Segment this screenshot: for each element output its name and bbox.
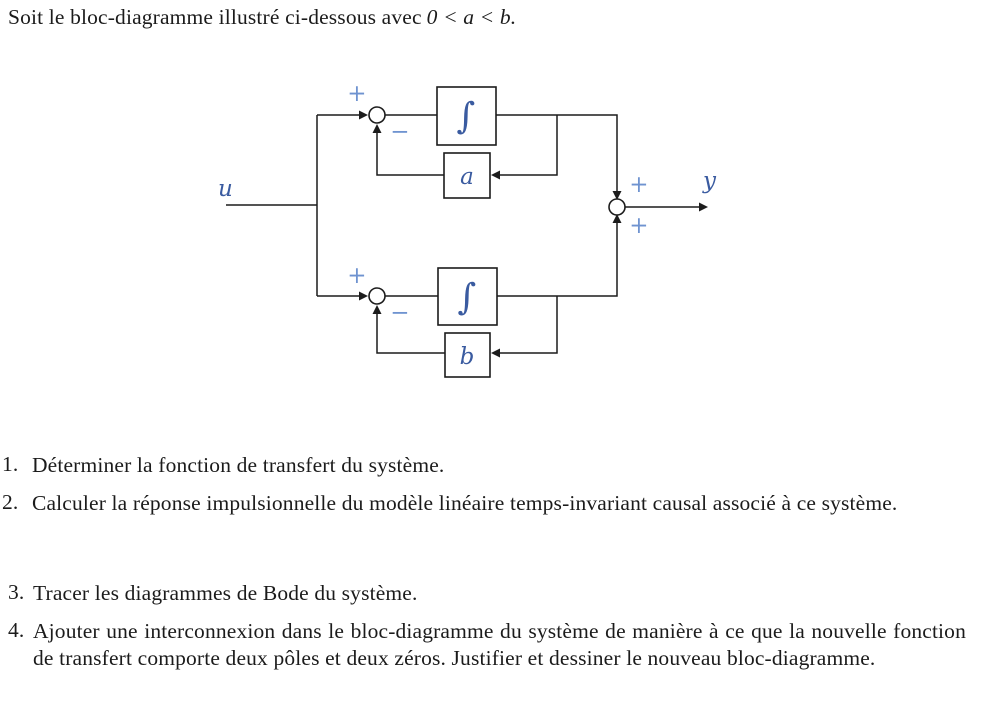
top-gain-label: a: [460, 164, 474, 190]
question-text: Tracer les diagrammes de Bode du système.: [33, 581, 418, 605]
question-number: 2.: [2, 490, 19, 514]
top-sum-junction: [369, 107, 385, 123]
bottom-feedback-arrow-icon: [373, 305, 382, 314]
question-text: Calculer la réponse impulsionnelle du modèle linéaire temps-invariant causal associé à ce système.: [32, 491, 898, 515]
bottom-integrator-symbol: ∫: [457, 277, 477, 318]
question-number: 3.: [8, 580, 25, 604]
output-arrow-icon: [699, 203, 708, 212]
question-number: 1.: [2, 452, 19, 476]
bottom-pickoff-wire: [499, 296, 557, 353]
question-item-2: [2, 490, 966, 517]
bottom-sum-feed-arrow-icon: [359, 292, 368, 301]
output-sum-plus-bottom-sign: +: [629, 213, 649, 239]
top-gain-input-arrow-icon: [491, 171, 500, 180]
statement-condition: 0 < a < b.: [426, 5, 517, 29]
output-sum-junction: [609, 199, 625, 215]
input-label: u: [218, 176, 233, 202]
top-feedback-wire: [377, 132, 444, 175]
bottom-feedback-wire: [377, 313, 445, 353]
question-number: 4.: [8, 618, 25, 642]
top-sum-feed-arrow-icon: [359, 111, 368, 120]
question-text: Déterminer la fonction de transfert du système.: [32, 453, 445, 477]
question-item-3: [8, 580, 966, 607]
top-integrator-symbol: ∫: [456, 96, 476, 137]
bottom-gain-input-arrow-icon: [491, 349, 500, 358]
question-text: Ajouter une interconnexion dans le bloc-diagramme du système de manière à ce que la nouvelle fonction de transfert comporte deux pôles et deux zéros. Justifier et dessiner le nouveau bloc-diagramme.: [33, 619, 966, 670]
bottom-sum-junction: [369, 288, 385, 304]
top-feedback-arrow-icon: [373, 124, 382, 133]
top-pickoff-wire: [499, 115, 557, 175]
question-item-1: [2, 452, 966, 479]
bottom-gain-label: b: [459, 344, 475, 370]
bottom-output-wire: [497, 222, 617, 296]
question-item-4: [8, 618, 966, 672]
bottom-sum-plus-sign: +: [347, 263, 367, 289]
top-sum-plus-sign: +: [347, 81, 367, 107]
top-sum-minus-sign: −: [390, 119, 410, 145]
statement-text: Soit le bloc-diagramme illustré ci-dessous avec: [8, 5, 422, 29]
bottom-sum-minus-sign: −: [390, 300, 410, 326]
output-label: y: [703, 168, 717, 194]
output-sum-plus-top-sign: +: [629, 172, 649, 198]
